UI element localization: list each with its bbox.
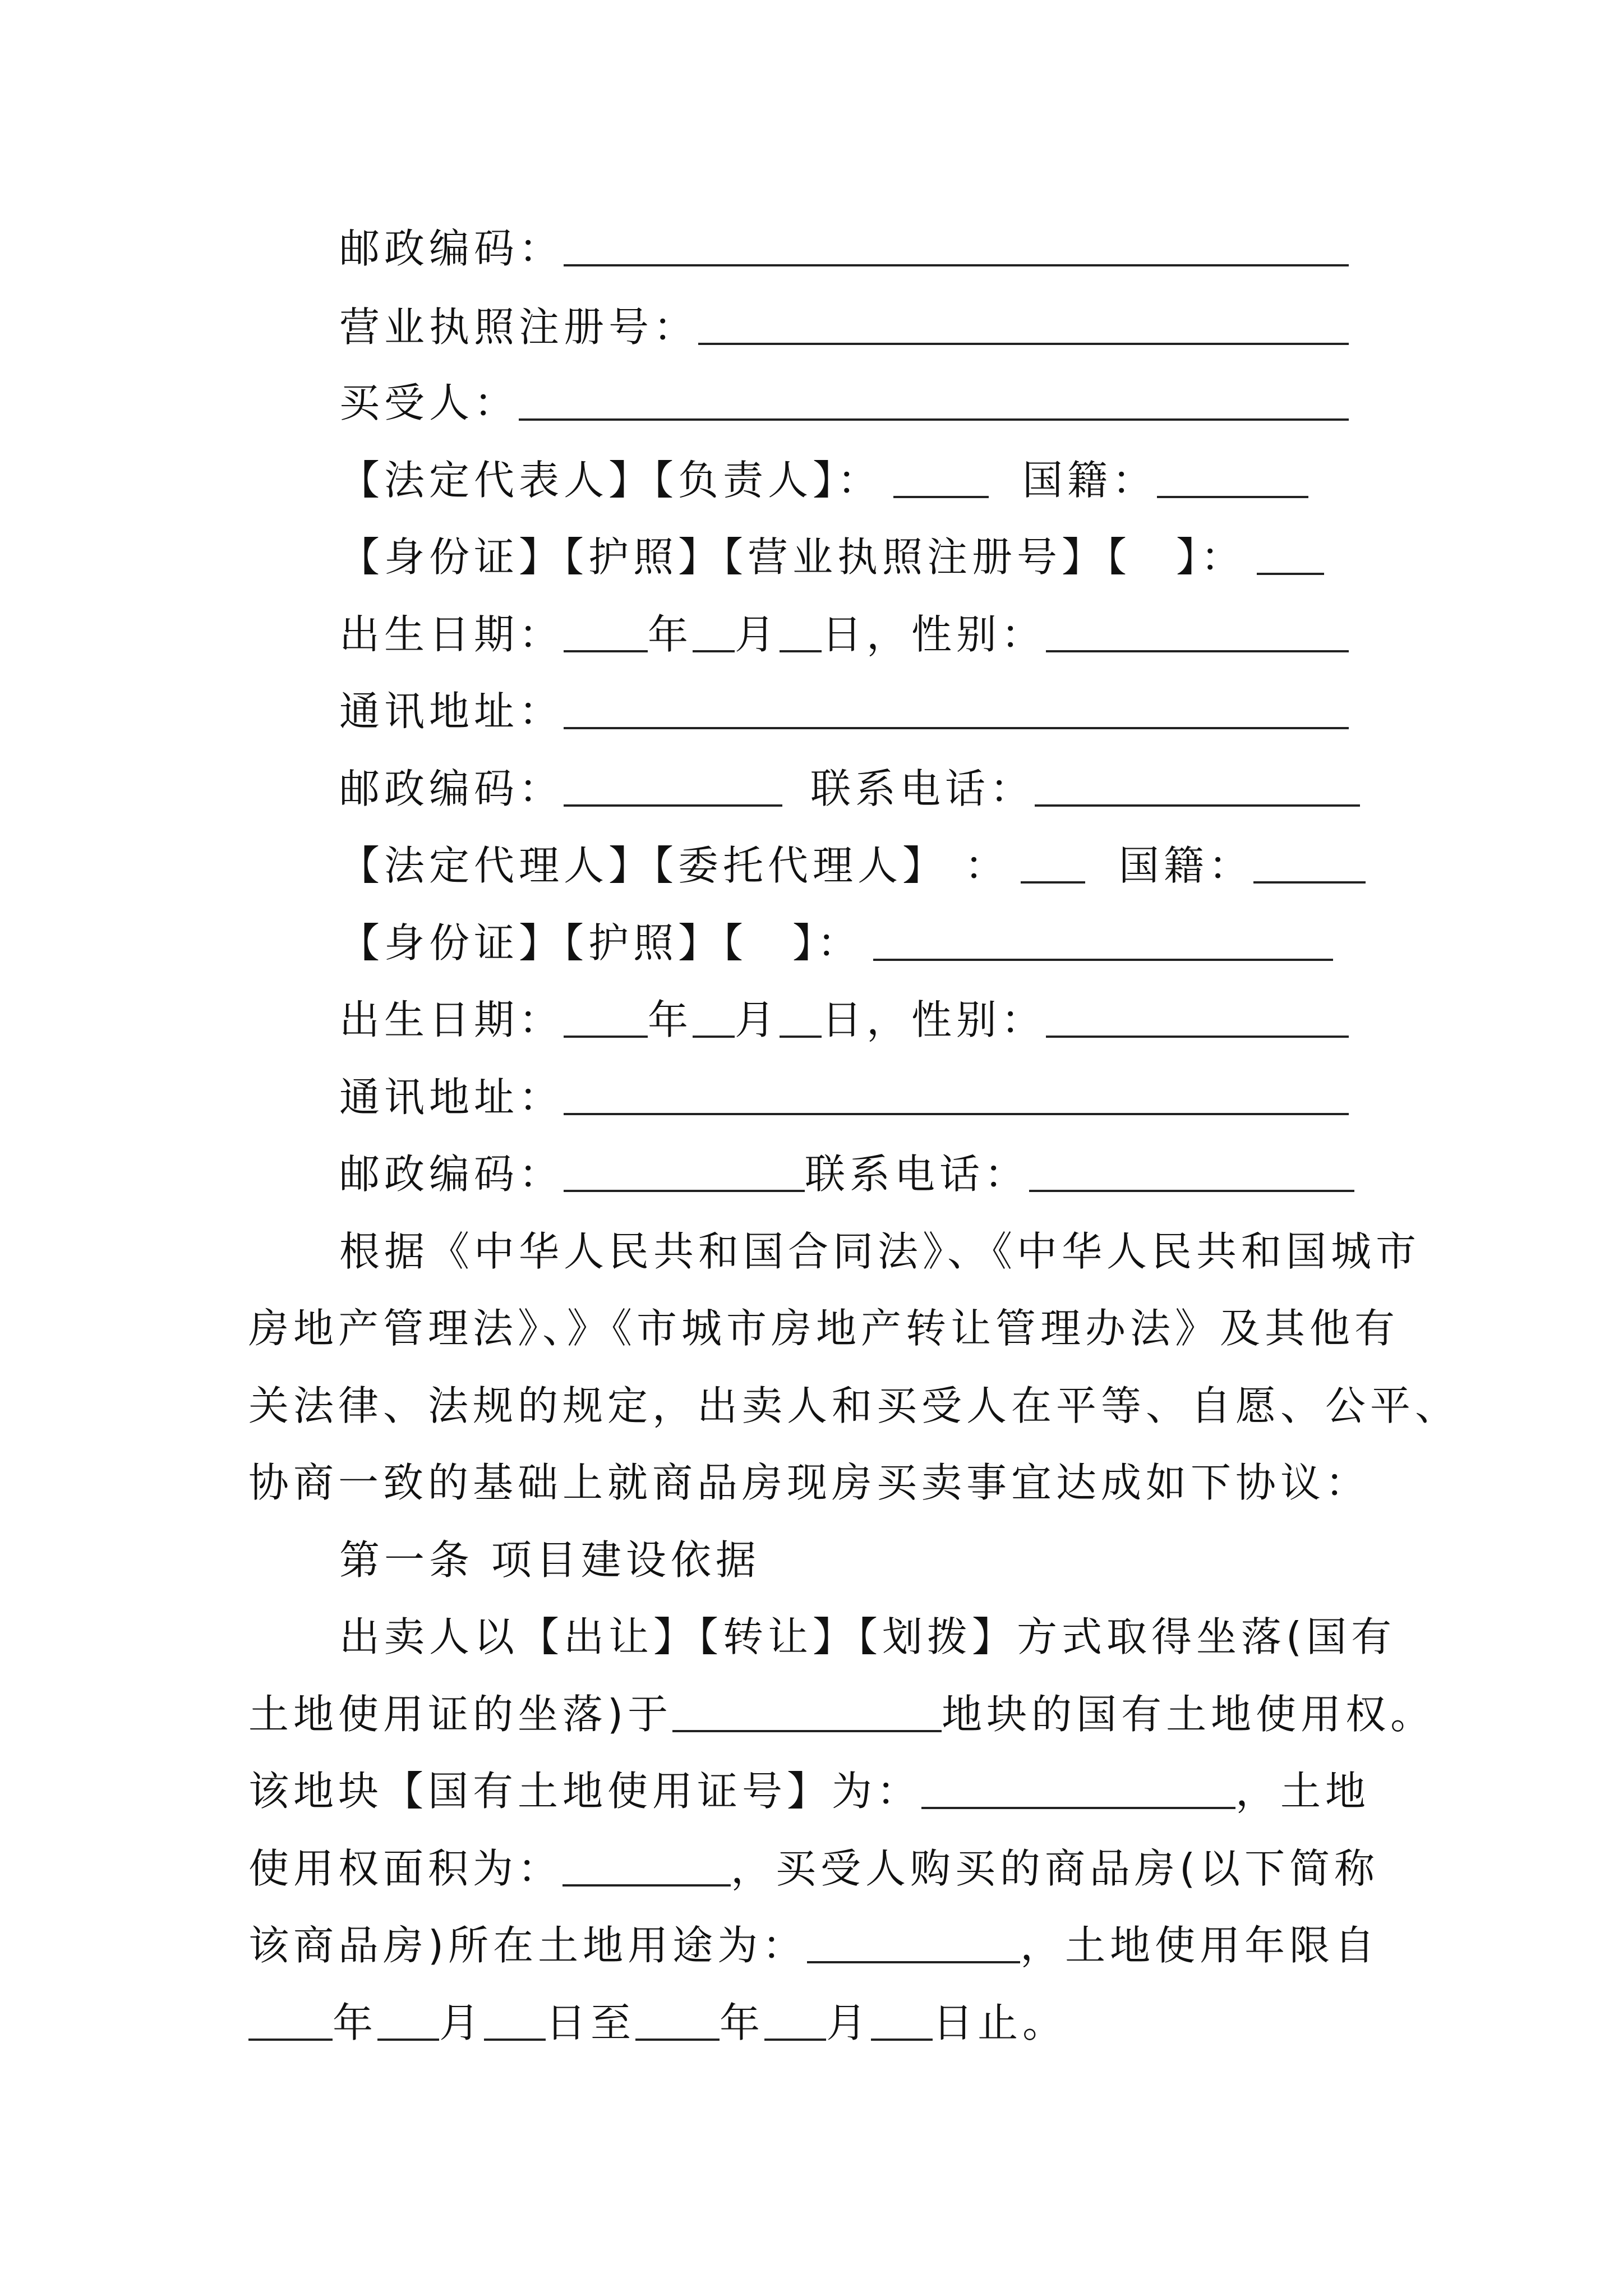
article-1-line-2: [248, 1671, 1435, 1738]
article-text: ，土地使用年限自: [1020, 1922, 1380, 1969]
postcode-label: 邮政编码：: [339, 1151, 564, 1198]
postcode-blank[interactable]: [564, 802, 782, 807]
article-text: 该商品房)所在土地用途为：: [248, 1922, 808, 1969]
gender-blank[interactable]: [1046, 648, 1349, 652]
article-1-line-4: [248, 1825, 1379, 1892]
preamble-line-3: [248, 1362, 1460, 1429]
start-year-blank[interactable]: [248, 2036, 333, 2041]
year-label: 年: [333, 1999, 378, 2046]
start-month-blank[interactable]: [377, 2036, 439, 2041]
agent-blank[interactable]: [1021, 879, 1085, 884]
preamble-text: 关法律、法规的规定，出卖人和买受人在平等、自愿、公平、: [248, 1382, 1460, 1429]
birth-label: 出生日期：: [339, 611, 564, 658]
agent-birth-line: [339, 976, 1349, 1043]
nationality-label: 国籍：: [1022, 457, 1158, 504]
license-blank[interactable]: [698, 341, 1349, 345]
rep-blank[interactable]: [893, 494, 989, 498]
buyer-blank[interactable]: [519, 416, 1349, 421]
day-to-label: 日至: [546, 1999, 636, 2046]
birth-month-blank[interactable]: [693, 648, 735, 652]
phone-blank[interactable]: [1035, 802, 1360, 807]
buyer-line: [339, 359, 1349, 426]
id-blank[interactable]: [1257, 570, 1324, 575]
buyer-label: 买受人：: [339, 379, 519, 426]
land-cert-blank[interactable]: [921, 1805, 1235, 1809]
month-label: 月: [735, 996, 780, 1043]
postcode-blank[interactable]: [564, 1188, 805, 1192]
address-label: 通讯地址：: [339, 688, 564, 735]
id-label: 【身份证】【护照】【营业执照注册号】【 】：: [339, 533, 1246, 581]
preamble-text: 根据《中华人民共和国合同法》、《中华人民共和国城市: [339, 1228, 1421, 1275]
id-label: 【身份证】【护照】【 】：: [339, 919, 863, 967]
birth-month-blank[interactable]: [693, 1033, 735, 1038]
article-text: 出卖人以【出让】【转让】【划拨】方式取得坐落(国有: [339, 1613, 1396, 1660]
nationality-blank[interactable]: [1157, 494, 1308, 498]
article-text: ，土地: [1235, 1768, 1371, 1815]
article-1-line-6: [248, 1979, 1067, 2046]
address-blank[interactable]: [564, 725, 1349, 729]
month-label: 月: [439, 1999, 485, 2046]
agent-label: 【法定代理人】【委托代理人】 ：: [339, 842, 1009, 889]
seller-postcode-line: [339, 205, 1349, 272]
end-month-blank[interactable]: [764, 2036, 826, 2041]
birth-year-blank[interactable]: [564, 648, 648, 652]
preamble-line-4: [248, 1439, 1370, 1506]
postcode-label: 邮政编码：: [339, 225, 564, 272]
buyer-address-line: [339, 668, 1349, 735]
land-area-blank[interactable]: [562, 1882, 731, 1887]
address-label: 通讯地址：: [339, 1074, 564, 1121]
location-blank[interactable]: [672, 1728, 942, 1732]
buyer-contact-line: [339, 745, 1360, 812]
preamble-text: 房地产管理法》、》《市城市房地产转让管理办法》及其他有: [248, 1305, 1400, 1352]
nationality-label: 国籍：: [1118, 842, 1253, 889]
seller-license-line: [339, 283, 1349, 351]
birth-label: 出生日期：: [339, 996, 564, 1043]
month-label: 月: [735, 611, 780, 658]
month-label: 月: [826, 1999, 872, 2046]
phone-label: 联系电话：: [805, 1151, 1030, 1198]
end-label: 日止。: [933, 1999, 1068, 2046]
end-day-blank[interactable]: [871, 2036, 933, 2041]
nationality-blank[interactable]: [1253, 879, 1366, 884]
address-blank[interactable]: [564, 1111, 1349, 1115]
buyer-birth-line: [339, 591, 1349, 658]
license-label: 营业执照注册号：: [339, 303, 699, 351]
article-1-line-5: [248, 1902, 1379, 1969]
article-1-line-1: [339, 1593, 1396, 1660]
article-heading: 第一条 项目建设依据: [339, 1536, 760, 1584]
buyer-id-line: [339, 513, 1324, 581]
preamble-line-2: [248, 1285, 1400, 1352]
article-text: 使用权面积为：: [248, 1845, 563, 1892]
article-1-heading: [339, 1516, 760, 1584]
article-1-line-3: [248, 1747, 1370, 1815]
article-text: 土地使用证的坐落)于: [248, 1691, 673, 1738]
land-use-blank[interactable]: [807, 1959, 1020, 1963]
gender-blank[interactable]: [1046, 1033, 1349, 1038]
preamble-text: 协商一致的基础上就商品房现房买卖事宜达成如下协议：: [248, 1459, 1371, 1506]
birth-day-blank[interactable]: [780, 648, 822, 652]
article-text: ，买受人购买的商品房(以下简称: [731, 1845, 1380, 1892]
rep-label: 【法定代表人】【负责人】：: [339, 457, 883, 504]
preamble-line-1: [339, 1208, 1421, 1275]
agent-contact-line: [339, 1130, 1354, 1198]
day-gender-label: 日，性别：: [822, 611, 1046, 658]
buyer-rep-line: [339, 436, 1308, 504]
agent-line: [339, 822, 1366, 889]
phone-blank[interactable]: [1029, 1188, 1354, 1192]
agent-address-line: [339, 1053, 1349, 1121]
year-label: 年: [648, 996, 693, 1043]
day-gender-label: 日，性别：: [822, 996, 1046, 1043]
birth-day-blank[interactable]: [780, 1033, 822, 1038]
year-label: 年: [648, 611, 693, 658]
end-year-blank[interactable]: [635, 2036, 720, 2041]
postcode-blank[interactable]: [564, 262, 1349, 266]
article-text: 地块的国有土地使用权。: [942, 1691, 1436, 1738]
birth-year-blank[interactable]: [564, 1033, 648, 1038]
start-day-blank[interactable]: [484, 2036, 546, 2041]
id-blank[interactable]: [873, 956, 1333, 961]
agent-id-line: [339, 899, 1333, 967]
year-label: 年: [720, 1999, 765, 2046]
phone-label: 联系电话：: [810, 765, 1035, 812]
postcode-label: 邮政编码：: [339, 765, 564, 812]
article-text: 该地块【国有土地使用证号】为：: [248, 1768, 922, 1815]
